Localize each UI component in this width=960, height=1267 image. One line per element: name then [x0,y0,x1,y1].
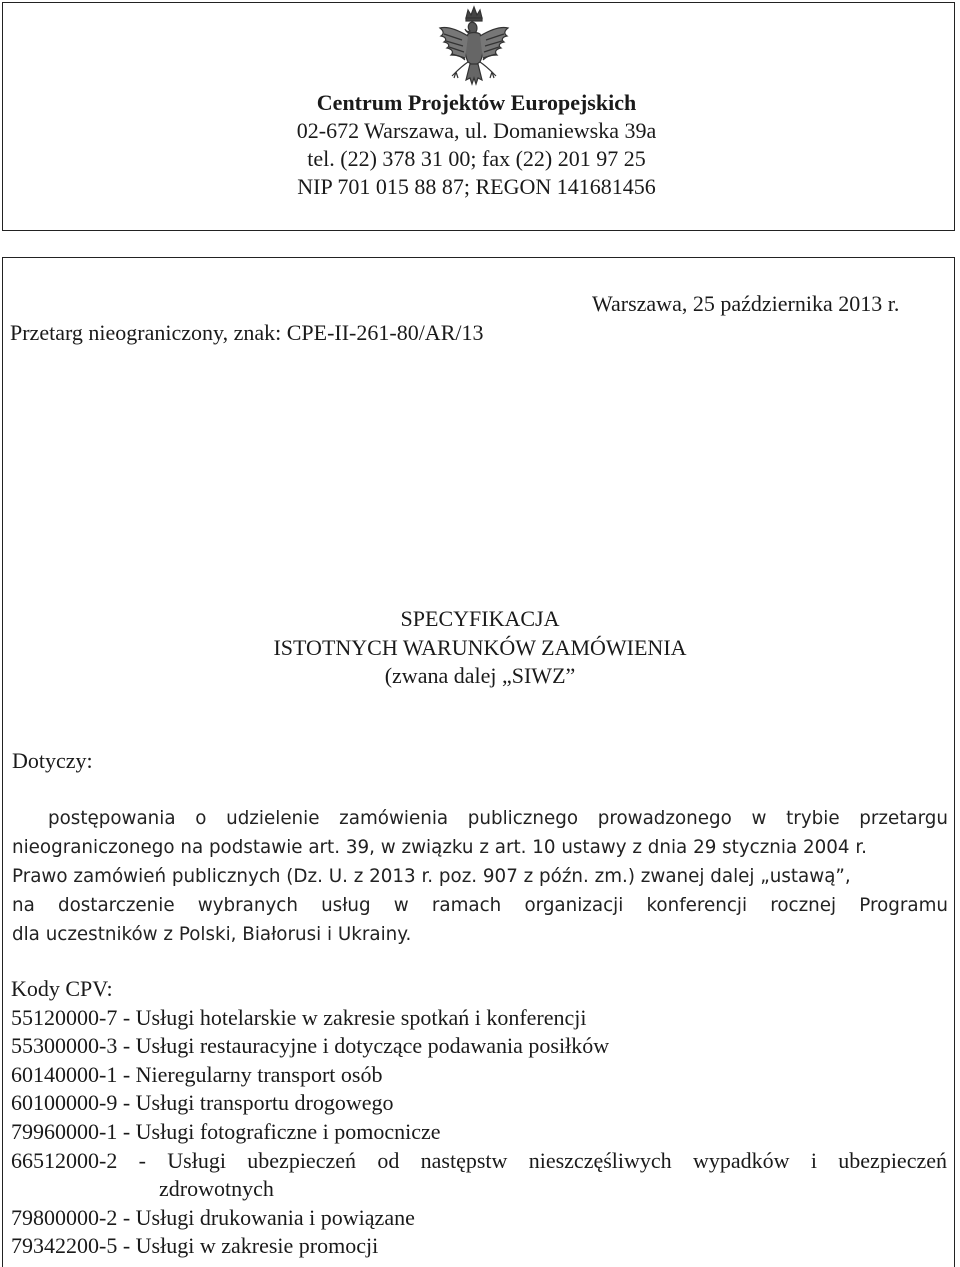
cpv-item: 79342200-5 - Usługi w zakresie promocji [11,1233,379,1259]
title-line-2: ISTOTNYCH WARUNKÓW ZAMÓWIENIA [273,634,687,660]
cpv-item: 79800000-2 - Usługi drukowania i powiązane [11,1204,415,1230]
cpv-item: 79960000-1 - Usługi fotograficzne i pomocnicze [11,1118,441,1144]
organization-phone-fax: tel. (22) 378 31 00; fax (22) 201 97 25 [307,146,646,171]
description-line: na dostarczenie wybranych usług w ramach organizacji konferencji rocznej Programu [12,895,948,916]
cpv-item: 55300000-3 - Usługi restauracyjne i dotyczące podawania posiłków [11,1033,610,1059]
polish-eagle-emblem-icon [432,4,516,96]
cpv-item-continuation: zdrowotnych [159,1176,274,1202]
cpv-label: Kody CPV: [11,976,113,1001]
cpv-item: 60100000-9 - Usługi transportu drogowego [11,1090,394,1116]
description-line: nieograniczonego na podstawie art. 39, w związku z art. 10 ustawy z dnia 29 stycznia 2004 r. [12,837,867,858]
regarding-label: Dotyczy: [12,748,93,773]
organization-address: 02-672 Warszawa, ul. Domaniewska 39a [296,118,657,143]
description-line: postępowania o udzielenie zamówienia publicznego prowadzonego w trybie przetargu [48,808,948,829]
organization-header [0,89,953,201]
document-date: Warszawa, 25 października 2013 r. [592,291,900,316]
title-line-1: SPECYFIKACJA [400,606,560,631]
regarding-description [12,804,948,949]
organization-name: Centrum Projektów Europejskich [316,90,637,115]
description-line: dla uczestników z Polski, Białorusi i Ukrainy. [12,924,412,945]
cpv-item: 60140000-1 - Nieregularny transport osób [11,1061,383,1087]
cpv-codes [11,975,947,1261]
organization-ids: NIP 701 015 88 87; REGON 141681456 [297,174,656,199]
tender-reference: Przetarg nieograniczony, znak: CPE-II-261-80/AR/13 [10,320,484,345]
cpv-item: 66512000-2 - Usługi ubezpieczeń od następstw nieszczęśliwych wypadków i ubezpieczeń [11,1147,947,1173]
cpv-item: 55120000-7 - Usługi hotelarskie w zakresie spotkań i konferencji [11,1004,587,1030]
title-line-3: (zwana dalej „SIWZ” [384,663,576,688]
document-title [0,605,960,691]
description-line: Prawo zamówień publicznych (Dz. U. z 2013 r. poz. 907 z późn. zm.) zwanej dalej „ustawą”, [12,866,851,887]
